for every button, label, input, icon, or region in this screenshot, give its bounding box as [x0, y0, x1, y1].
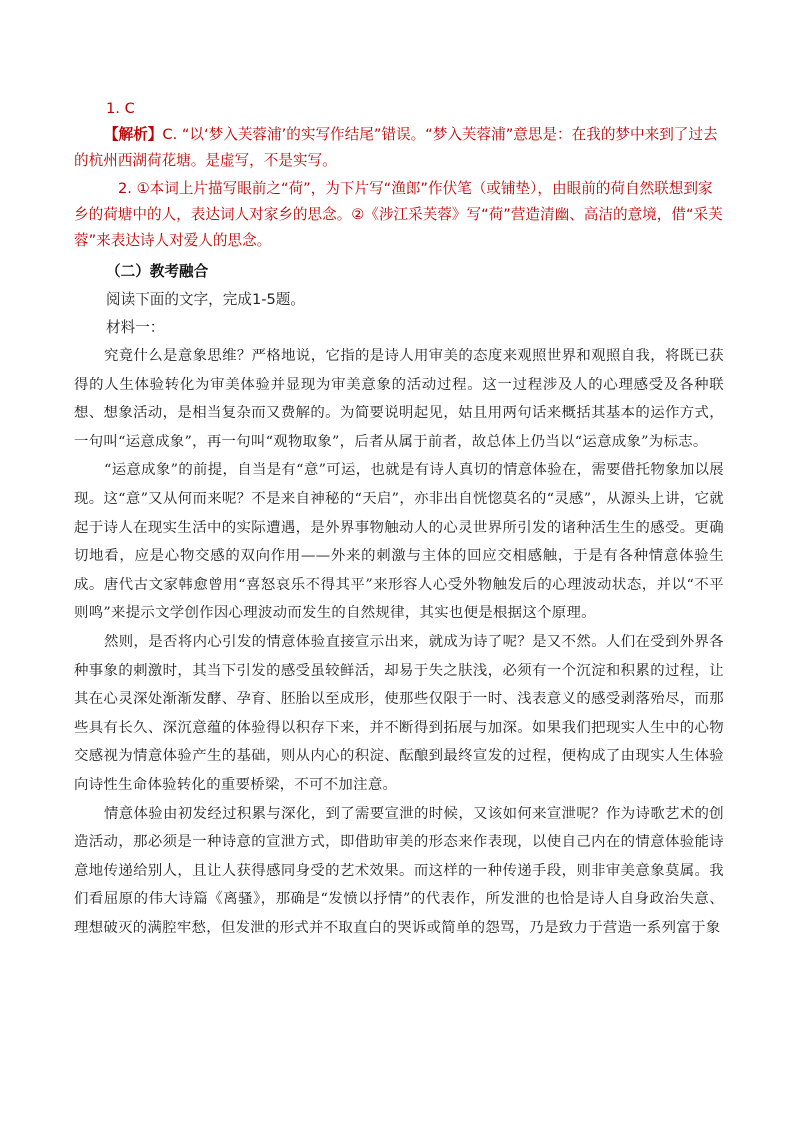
- section-heading: （二）教考融合: [106, 263, 209, 280]
- body-paragraph: 情意体验由初发经过积累与深化，到了需要宣泄的时候，又该如何来宣泄呢？作为诗歌艺术的创造活动，那必须是一种诗意的宣泄方式，即借助审美的形态来作表现，以使自己内在的情意体验能诗意地传递给别人，且让人获得感同身受的艺术效果。而这样的一种传递手段，则非审美意象莫属。我们看屈原的伟大诗篇《离骚》，那确是“发愤以抒情”的代表作，所发泄的也恰是诗人自身政治失意、理想破灭的满腔牢愁，但发泄的形式并不取直白的哭诉或简单的怨骂，乃是致力于营造一系列富于象: [74, 805, 724, 936]
- analysis-tag: 【解析】: [104, 126, 163, 143]
- answer-1-analysis: [74, 122, 724, 174]
- answer-2: 2. ①本词上片描写眼前之“荷”，为下片写“渔郎”作伏笔（或铺垫），由眼前的荷自然联想到家乡的荷塘中的人，表达词人对家乡的思念。②《涉江采芙蓉》写“荷”营造清幽、高洁的意境，借“采芙蓉”来表达诗人对爱人的思念。: [74, 180, 723, 249]
- body-paragraph: 究竟什么是意象思维？严格地说，它指的是诗人用审美的态度来观照世界和观照自我，将既已获得的人生体验转化为审美体验并显现为审美意象的活动过程。这一过程涉及人的心理感受及各种联想、想象活动，是相当复杂而又费解的。为简要说明起见，姑且用两句话来概括其基本的运作方式，一句叫“运意成象”，再一句叫“观物取象”，后者从属于前者，故总体上仍当以“运意成象”为标志。: [74, 348, 724, 450]
- body-paragraph: 然则，是否将内心引发的情意体验直接宣示出来，就成为诗了呢？是又不然。人们在受到外界各种事象的刺激时，其当下引发的感受虽较鲜活，却易于失之肤浅，必须有一个沉淀和积累的过程，让其在心灵深处渐渐发酵、孕育、胚胎以至成形，使那些仅限于一时、浅表意义的感受剥落殆尽，而那些具有长久、深沉意蕴的体验得以积存下来，并不断得到拓展与加深。如果我们把现实人生中的心物交感视为情意体验产生的基础，则从内心的积淀、酝酿到最终宣发的过程，便构成了由现实人生体验向诗性生命体验转化的重要桥梁，不可不加注意。: [74, 633, 724, 793]
- material-label: 材料一：: [106, 319, 165, 336]
- reading-instruction: 阅读下面的文字，完成1-5题。: [106, 291, 305, 308]
- page-content: [74, 96, 724, 942]
- answer-1-number: 1. C: [106, 100, 135, 117]
- analysis-text: C. “以‘梦入芙蓉浦’的实写作结尾”错误。“梦入芙蓉浦”意思是：在我的梦中来到了过去的杭州西湖荷花塘。是虚写，不是实写。: [74, 126, 718, 169]
- body-paragraph: “运意成象”的前提，自当是有“意”可运，也就是有诗人真切的情意体验在，需要借托物象加以展现。这“意”又从何而来呢？不是来自神秘的“天启”，亦非出自恍惚莫名的“灵感”，从源头上讲，它就起于诗人在现实生活中的实际遭遇，是外界事物触动人的心灵世界所引发的诸种活生生的感受。更确切地看，应是心物交感的双向作用——外来的刺激与主体的回应交相感触，于是有各种情意体验生成。唐代古文家韩愈曾用“喜怒哀乐不得其平”来形容人心受外物触发后的心理波动状态，并以“不平则鸣”来提示文学创作因心理波动而发生的自然规律，其实也便是根据这个原理。: [74, 462, 724, 622]
